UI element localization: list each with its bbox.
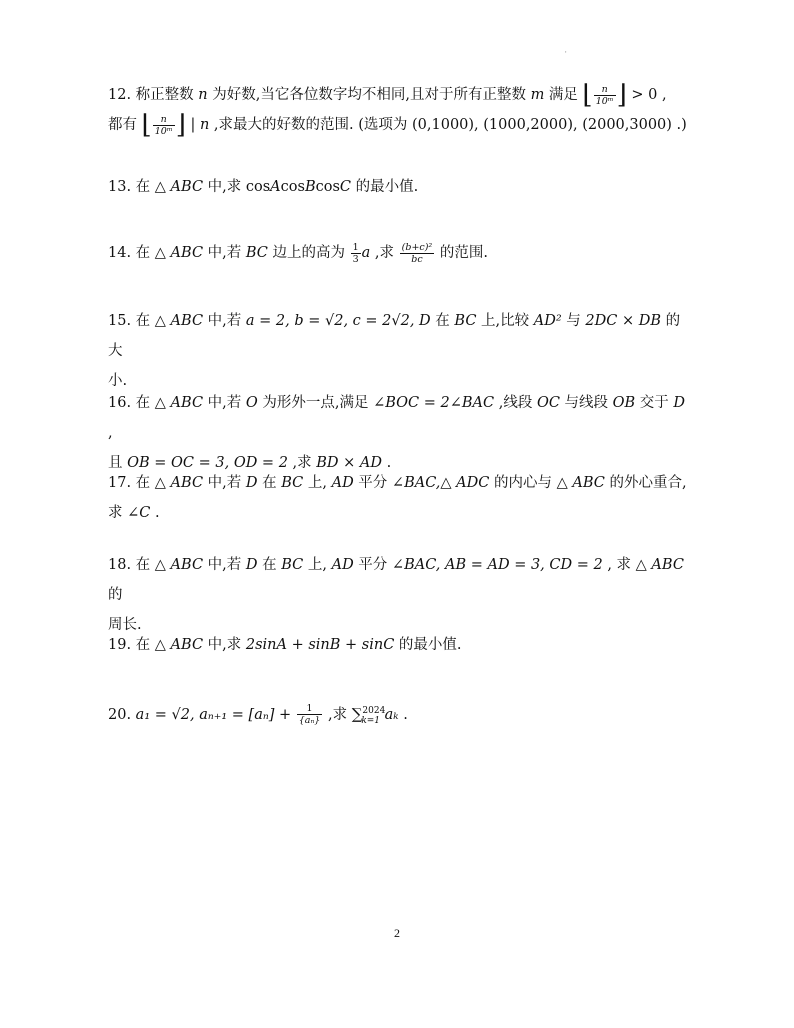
- fraction-n-over-10m-2: $\frac{n}{\text{10ᵐ}}$: [154, 113, 173, 137]
- problem-13: 13. 在 △ ABC 中,求 cosAcosBcosC 的最小值.: [108, 179, 419, 195]
- problem-15: 15. 在 △ ABC 中,若 a = 2, b = √2, c = 2√2, D 在 BC 上,比较 AD² 与 2DC × DB 的大 小.: [108, 313, 681, 389]
- problem-17: 17. 在 △ ABC 中,若 D 在 BC 上, AD 平分 ∠BAC,△ ADC 的内心与 △ ABC 的外心重合, 求 ∠C .: [108, 475, 687, 521]
- problem-16: 16. 在 △ ABC 中,若 O 为形外一点,满足 ∠BOC = 2∠BAC ,线段 OC 与线段 OB 交于 D , 且 OB = OC = 3, OD = 2 ,求 BD × AD .: [108, 395, 686, 471]
- fraction-b-plus-c-squared-over-bc: $\frac{\text{(b+c)²}}{bc}$: [401, 241, 433, 265]
- fraction-n-over-10m: $\frac{n}{\text{10ᵐ}}$: [595, 83, 614, 107]
- top-mark: ': [565, 50, 567, 59]
- problem-20: 20. a₁ = √2, aₙ₊₁ = [aₙ] + $\frac{1}{\text{\{aₙ\}}}$ ,求 ∑$^{2024}_{k=1}$ aₖ .: [108, 703, 408, 727]
- problem-18: 18. 在 △ ABC 中,若 D 在 BC 上, AD 平分 ∠BAC, AB = AD = 3, CD = 2 , 求 △ ABC 的 周长.: [108, 557, 684, 633]
- fraction-one-over-frac-part: $\frac{1}{\text{\{aₙ\}}}$: [298, 703, 321, 727]
- summation-symbol: ∑: [351, 704, 363, 723]
- problem-12-line-2: 都有 ⌊ $\frac{n}{\text{10ᵐ}}$ ⌋ | n ,求最大的好数的范围. (选项为 (0,1000), (1000,2000), (2000,3000) .): [108, 110, 687, 140]
- problem-12: [108, 80, 688, 140]
- fraction-one-third: $\frac{1}{3}$: [352, 241, 359, 265]
- problem-14: 14. 在 △ ABC 中,若 BC 边上的高为 $\frac{1}{3}$ a ,求 $\frac{\text{(b+c)²}}{bc}$ 的范围.: [108, 241, 488, 265]
- problem-12-line-1: 12. 称正整数 n 为好数,当它各位数字均不相同,且对于所有正整数 m 满足 ⌊ $\frac{n}{\text{10ᵐ}}$ ⌋ > 0 ,: [108, 80, 667, 110]
- page-number: 2: [394, 926, 400, 940]
- problem-19: 19. 在 △ ABC 中,求 2sinA + sinB + sinC 的最小值.: [108, 637, 462, 653]
